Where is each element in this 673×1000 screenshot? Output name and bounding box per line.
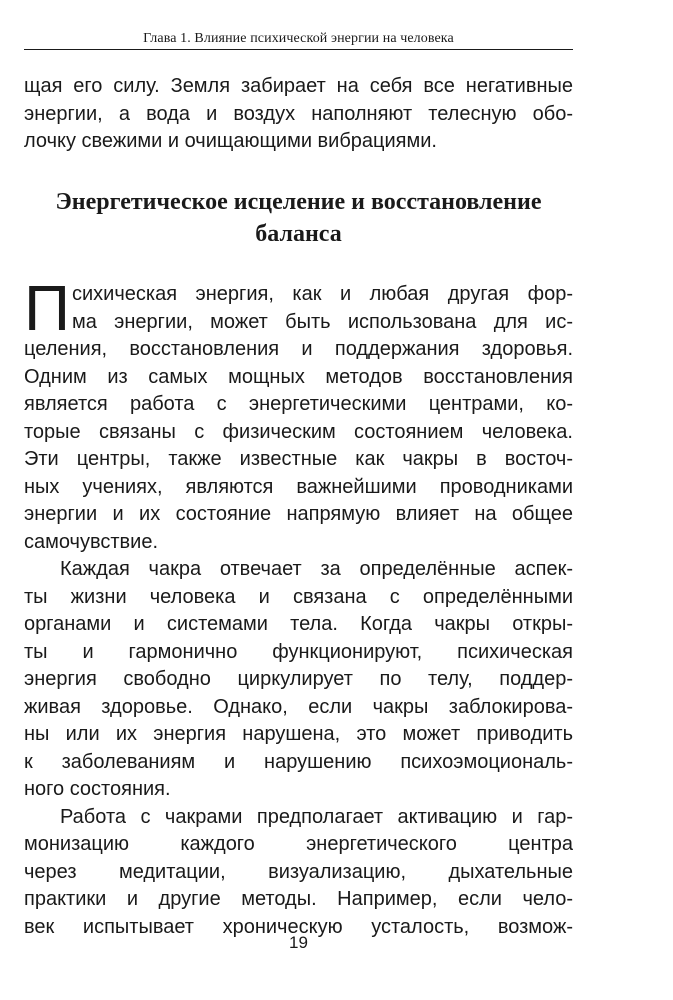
text-line: щая его силу. Земля забирает на себя все негативные [24, 75, 573, 97]
drop-cap: П [24, 272, 70, 344]
text-line: ного состояния. [24, 778, 171, 800]
text-line: живая здоровье. Однако, если чакры заблокирова- [24, 695, 573, 718]
text-line: к заболеваниям и нарушению психоэмоциональ- [24, 750, 573, 773]
running-head: Глава 1. Влияние психической энергии на человека [143, 31, 454, 46]
text-line: органами и системами тела. Когда чакры откры- [24, 613, 573, 635]
section-title-line: баланса [255, 221, 342, 247]
text-line: ных учениях, являются важнейшими проводниками [24, 475, 573, 498]
text-line: Одним из самых мощных методов восстановления [24, 365, 573, 388]
text-line: через медитации, визуализацию, дыхательные [24, 860, 573, 883]
paragraph-2 [24, 556, 573, 804]
text-line: энергии, а вода и воздух наполняют телесную обо- [24, 102, 573, 125]
text-line: ты и гармонично функционируют, психическая [24, 640, 573, 663]
text-line: ны или их энергия нарушена, это может приводить [24, 723, 573, 745]
text-line: торые связаны с физическим состоянием человека. [24, 420, 573, 443]
text-line: век испытывает хроническую усталость, возмож- [24, 915, 573, 938]
text-line: ма энергии, может быть использована для ис- [72, 310, 573, 333]
text-line: является работа с энергетическими центрами, ко- [24, 393, 573, 415]
paragraph-3 [24, 804, 573, 942]
text-line: энергия свободно циркулирует по телу, поддер- [24, 668, 573, 690]
text-line: ты жизни человека и связана с определёнными [24, 585, 573, 608]
text-line: самочувствие. [24, 530, 159, 553]
text-line: энергии и их состояние напрямую влияет на общее [24, 503, 573, 525]
text-line: целения, восстановления и поддержания здоровья. [24, 338, 573, 360]
text-line: Каждая чакра отвечает за определённые аспек- [60, 558, 573, 580]
text-line: сихическая энергия, как и любая другая фор- [72, 283, 573, 305]
text-line: практики и другие методы. Например, если чело- [24, 888, 573, 910]
section-title-line: Энергетическое исцеление и восстановление [55, 189, 542, 215]
paragraph-1 [24, 272, 573, 556]
text-line: монизацию каждого энергетического центра [24, 833, 573, 855]
text-line: Работа с чакрами предполагает активацию и гар- [60, 805, 573, 828]
body-text [24, 272, 573, 941]
continuation-paragraph [24, 73, 573, 156]
text-line: Эти центры, также известные как чакры в восточ- [24, 448, 573, 470]
section-title [24, 186, 573, 250]
text-line: лочку свежими и очищающими вибрациями. [24, 130, 437, 152]
header-rule [24, 49, 573, 50]
page-number: 19 [289, 933, 308, 952]
